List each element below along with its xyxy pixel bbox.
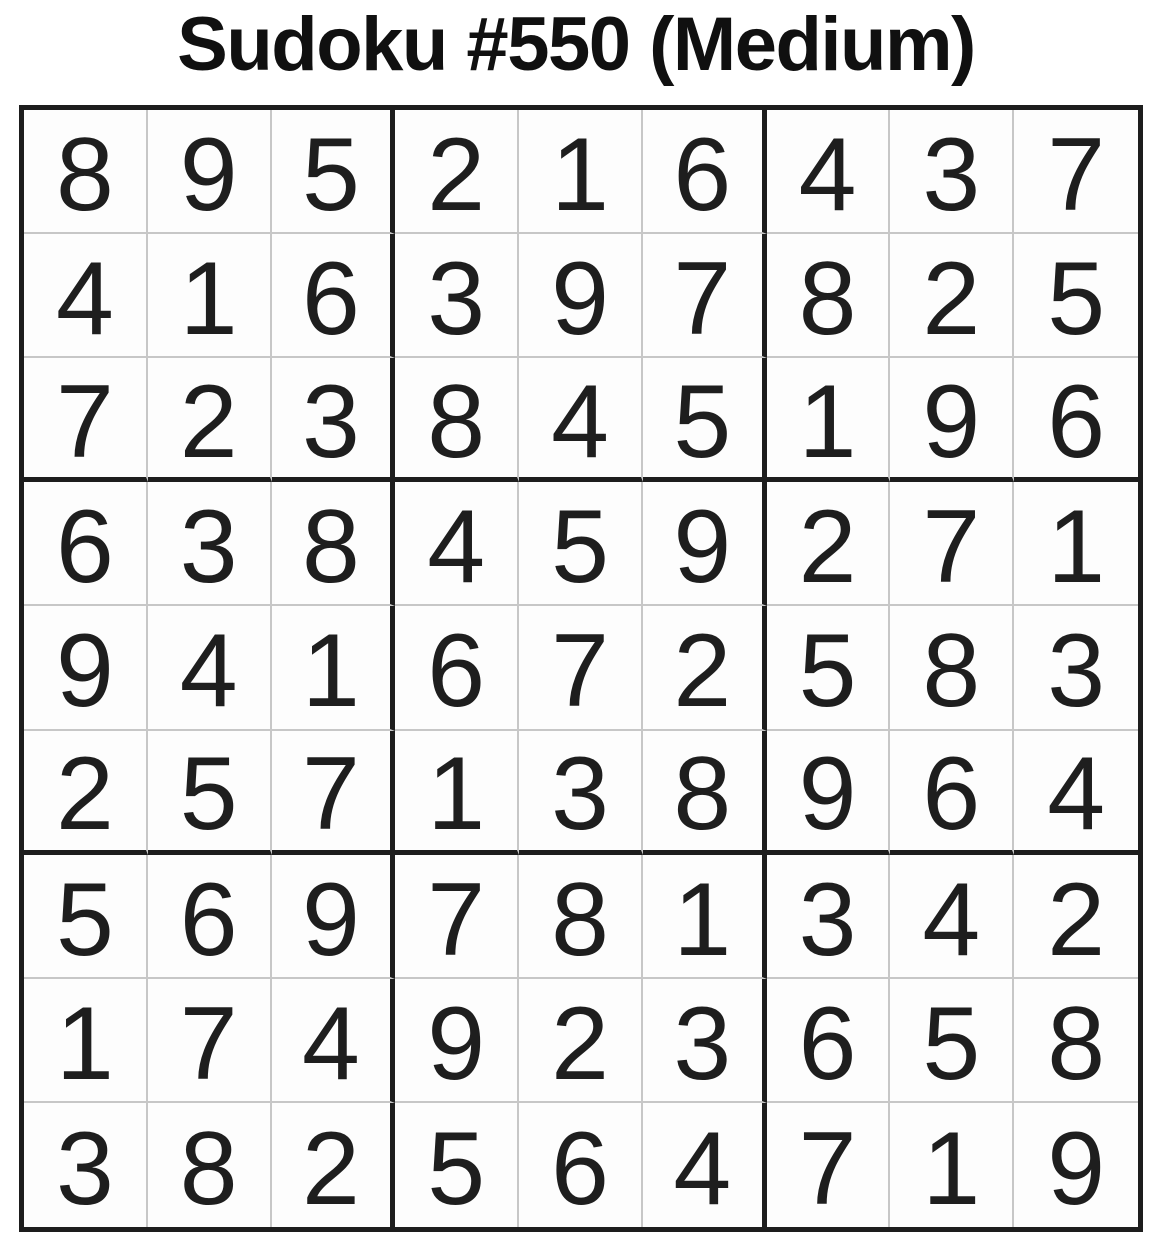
sudoku-cell-r7c2[interactable]: 6: [148, 855, 272, 979]
sudoku-cell-r9c2[interactable]: 8: [148, 1103, 272, 1227]
sudoku-cell-r8c5[interactable]: 2: [519, 979, 643, 1103]
sudoku-cell-r9c1[interactable]: 3: [24, 1103, 148, 1227]
sudoku-cell-r8c4[interactable]: 9: [395, 979, 519, 1103]
sudoku-cell-r7c3[interactable]: 9: [272, 855, 396, 979]
sudoku-cell-r6c9[interactable]: 4: [1014, 731, 1138, 855]
sudoku-cell-r4c9[interactable]: 1: [1014, 482, 1138, 606]
sudoku-cell-r5c9[interactable]: 3: [1014, 606, 1138, 730]
sudoku-cell-r5c8[interactable]: 8: [890, 606, 1014, 730]
sudoku-cell-r1c9[interactable]: 7: [1014, 110, 1138, 234]
sudoku-cell-r5c7[interactable]: 5: [767, 606, 891, 730]
sudoku-cell-r9c8[interactable]: 1: [890, 1103, 1014, 1227]
sudoku-cell-r5c2[interactable]: 4: [148, 606, 272, 730]
sudoku-cell-r7c5[interactable]: 8: [519, 855, 643, 979]
sudoku-cell-r5c3[interactable]: 1: [272, 606, 396, 730]
sudoku-cell-r1c8[interactable]: 3: [890, 110, 1014, 234]
sudoku-cell-r8c8[interactable]: 5: [890, 979, 1014, 1103]
sudoku-cell-r9c9[interactable]: 9: [1014, 1103, 1138, 1227]
sudoku-cell-r9c3[interactable]: 2: [272, 1103, 396, 1227]
sudoku-cell-r3c9[interactable]: 6: [1014, 358, 1138, 482]
sudoku-cell-r4c5[interactable]: 5: [519, 482, 643, 606]
sudoku-cell-r1c4[interactable]: 2: [395, 110, 519, 234]
sudoku-board: [19, 105, 1143, 1232]
sudoku-cell-r2c5[interactable]: 9: [519, 234, 643, 358]
sudoku-cell-r2c3[interactable]: 6: [272, 234, 396, 358]
sudoku-cell-r1c7[interactable]: 4: [767, 110, 891, 234]
sudoku-cell-r3c8[interactable]: 9: [890, 358, 1014, 482]
sudoku-cell-r3c3[interactable]: 3: [272, 358, 396, 482]
sudoku-cell-r6c2[interactable]: 5: [148, 731, 272, 855]
sudoku-cell-r8c3[interactable]: 4: [272, 979, 396, 1103]
sudoku-cell-r2c6[interactable]: 7: [643, 234, 767, 358]
sudoku-cell-r2c4[interactable]: 3: [395, 234, 519, 358]
sudoku-cell-r1c1[interactable]: 8: [24, 110, 148, 234]
sudoku-cell-r8c9[interactable]: 8: [1014, 979, 1138, 1103]
sudoku-cell-r8c6[interactable]: 3: [643, 979, 767, 1103]
sudoku-cell-r5c4[interactable]: 6: [395, 606, 519, 730]
sudoku-cell-r3c1[interactable]: 7: [24, 358, 148, 482]
sudoku-cell-r9c7[interactable]: 7: [767, 1103, 891, 1227]
sudoku-cell-r5c6[interactable]: 2: [643, 606, 767, 730]
sudoku-cell-r2c1[interactable]: 4: [24, 234, 148, 358]
sudoku-cell-r6c5[interactable]: 3: [519, 731, 643, 855]
sudoku-cell-r7c1[interactable]: 5: [24, 855, 148, 979]
sudoku-cell-r9c4[interactable]: 5: [395, 1103, 519, 1227]
sudoku-cell-r8c1[interactable]: 1: [24, 979, 148, 1103]
sudoku-cell-r4c1[interactable]: 6: [24, 482, 148, 606]
sudoku-cell-r2c7[interactable]: 8: [767, 234, 891, 358]
sudoku-cell-r2c8[interactable]: 2: [890, 234, 1014, 358]
sudoku-cell-r7c8[interactable]: 4: [890, 855, 1014, 979]
sudoku-cell-r7c4[interactable]: 7: [395, 855, 519, 979]
sudoku-cell-r8c7[interactable]: 6: [767, 979, 891, 1103]
sudoku-cell-r2c2[interactable]: 1: [148, 234, 272, 358]
sudoku-cell-r5c1[interactable]: 9: [24, 606, 148, 730]
sudoku-cell-r4c7[interactable]: 2: [767, 482, 891, 606]
sudoku-cell-r4c3[interactable]: 8: [272, 482, 396, 606]
sudoku-cell-r7c7[interactable]: 3: [767, 855, 891, 979]
sudoku-cell-r7c9[interactable]: 2: [1014, 855, 1138, 979]
sudoku-cell-r3c4[interactable]: 8: [395, 358, 519, 482]
sudoku-cell-r8c2[interactable]: 7: [148, 979, 272, 1103]
sudoku-cell-r6c8[interactable]: 6: [890, 731, 1014, 855]
sudoku-cell-r1c6[interactable]: 6: [643, 110, 767, 234]
sudoku-cell-r1c2[interactable]: 9: [148, 110, 272, 234]
sudoku-cell-r4c4[interactable]: 4: [395, 482, 519, 606]
sudoku-cell-r4c6[interactable]: 9: [643, 482, 767, 606]
sudoku-cell-r2c9[interactable]: 5: [1014, 234, 1138, 358]
sudoku-cell-r6c1[interactable]: 2: [24, 731, 148, 855]
sudoku-cell-r6c6[interactable]: 8: [643, 731, 767, 855]
sudoku-cell-r1c3[interactable]: 5: [272, 110, 396, 234]
sudoku-cell-r7c6[interactable]: 1: [643, 855, 767, 979]
sudoku-cell-r5c5[interactable]: 7: [519, 606, 643, 730]
sudoku-cell-r3c5[interactable]: 4: [519, 358, 643, 482]
sudoku-cell-r1c5[interactable]: 1: [519, 110, 643, 234]
sudoku-cell-r4c2[interactable]: 3: [148, 482, 272, 606]
sudoku-cell-r6c4[interactable]: 1: [395, 731, 519, 855]
sudoku-cell-r9c6[interactable]: 4: [643, 1103, 767, 1227]
sudoku-cell-r4c8[interactable]: 7: [890, 482, 1014, 606]
sudoku-cell-r3c6[interactable]: 5: [643, 358, 767, 482]
sudoku-cell-r3c2[interactable]: 2: [148, 358, 272, 482]
sudoku-cell-r6c7[interactable]: 9: [767, 731, 891, 855]
sudoku-cell-r3c7[interactable]: 1: [767, 358, 891, 482]
page-title: Sudoku #550 (Medium): [177, 2, 975, 87]
sudoku-cell-r6c3[interactable]: 7: [272, 731, 396, 855]
sudoku-cell-r9c5[interactable]: 6: [519, 1103, 643, 1227]
